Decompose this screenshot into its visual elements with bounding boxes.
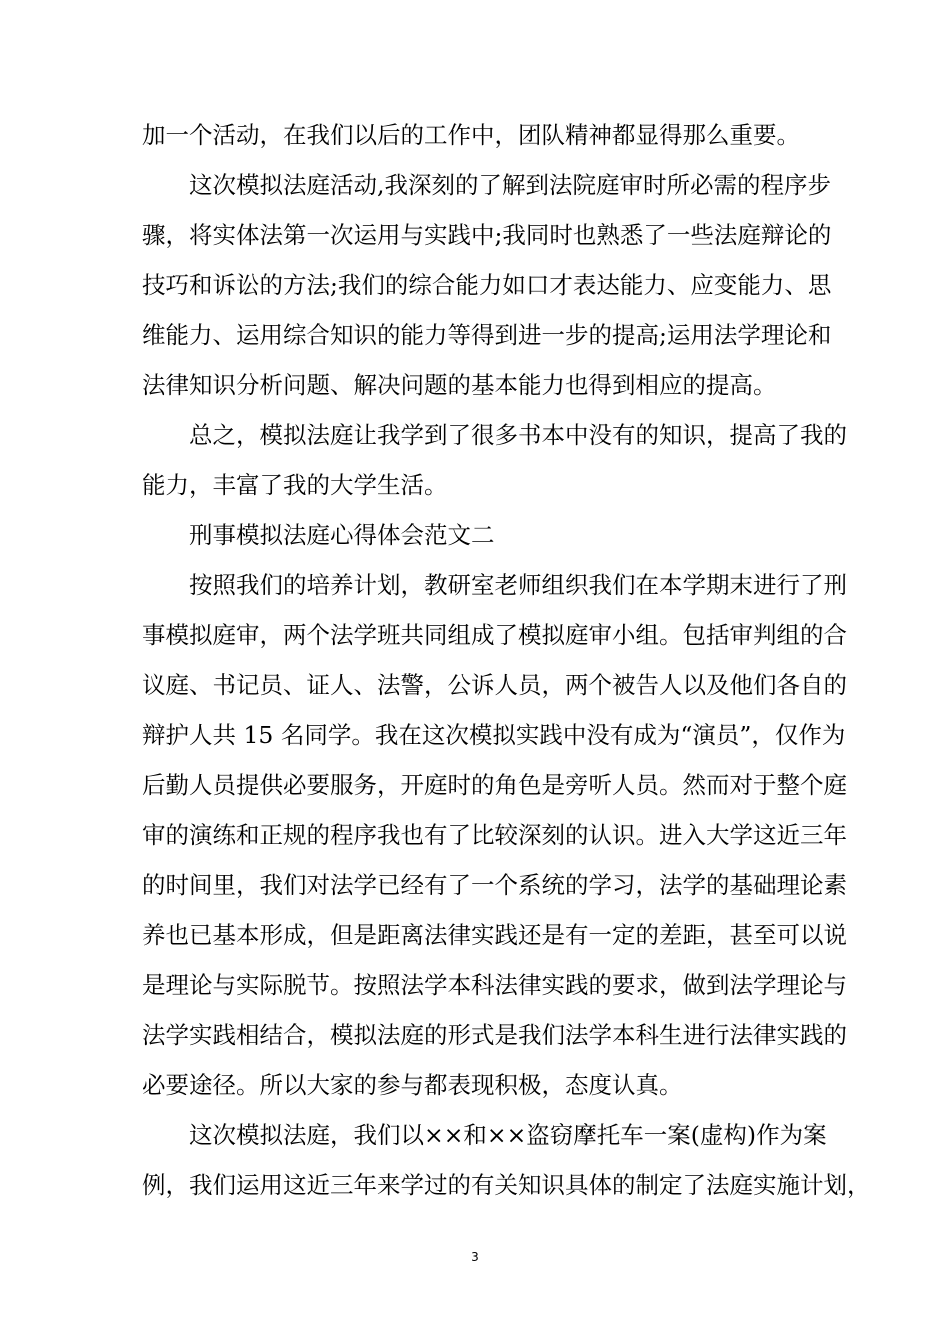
text-line: 必要途径。所以大家的参与都表现积极，态度认真。 [142,1071,683,1099]
section-heading: 刑事模拟法庭心得体会范文二 [189,521,495,549]
text-line: 法学实践相结合，模拟法庭的形式是我们法学本科生进行法律实践的 [142,1021,847,1049]
text-line: 后勤人员提供必要服务，开庭时的角色是旁听人员。然而对于整个庭 [142,771,847,799]
text-line: 议庭、书记员、证人、法警，公诉人员，两个被告人以及他们各自的 [142,671,847,699]
text-line: 骤，将实体法第一次运用与实践中;我同时也熟悉了一些法庭辩论的 [142,221,832,249]
text-line: 维能力、运用综合知识的能力等得到进一步的提高;运用法学理论和 [142,321,832,349]
text-line: 这次模拟法庭，我们以××和××盗窃摩托车一案(虚构)作为案 [189,1121,827,1149]
text-line: 总之，模拟法庭让我学到了很多书本中没有的知识，提高了我的 [189,421,847,449]
text-line: 辩护人共 15 名同学。我在这次模拟实践中没有成为“演员”，仅作为 [142,721,846,749]
text-line: 技巧和诉讼的方法;我们的综合能力如口才表达能力、应变能力、思 [142,271,832,299]
text-line: 这次模拟法庭活动,我深刻的了解到法院庭审时所必需的程序步 [189,171,831,199]
text-line: 按照我们的培养计划，教研室老师组织我们在本学期末进行了刑 [189,571,847,599]
text-line: 审的演练和正规的程序我也有了比较深刻的认识。进入大学这近三年 [142,821,847,849]
text-line: 例，我们运用这近三年来学过的有关知识具体的制定了法庭实施计划， [142,1171,871,1199]
text-line: 加一个活动，在我们以后的工作中，团队精神都显得那么重要。 [142,121,800,149]
page-number: 3 [471,1250,479,1264]
text-line: 能力，丰富了我的大学生活。 [142,471,448,499]
text-line: 养也已基本形成，但是距离法律实践还是有一定的差距，甚至可以说 [142,921,847,949]
text-line: 法律知识分析问题、解决问题的基本能力也得到相应的提高。 [142,371,777,399]
text-line: 的时间里，我们对法学已经有了一个系统的学习，法学的基础理论素 [142,871,847,899]
text-line: 是理论与实际脱节。按照法学本科法律实践的要求，做到法学理论与 [142,971,847,999]
text-line: 事模拟庭审，两个法学班共同组成了模拟庭审小组。包括审判组的合 [142,621,847,649]
